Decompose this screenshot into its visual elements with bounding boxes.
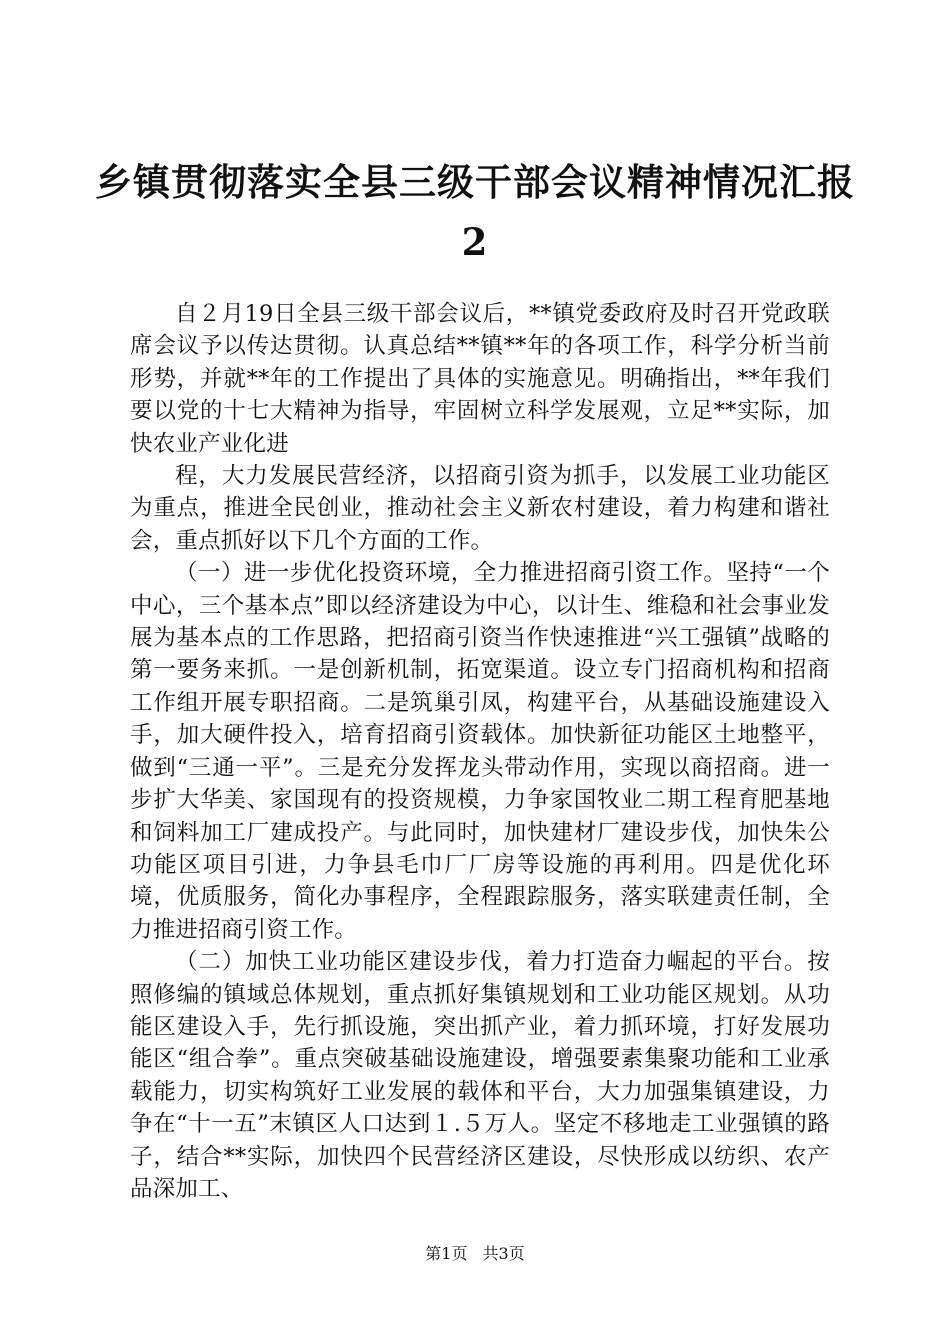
page-footer: [0, 1244, 950, 1264]
document-title-number: 2: [461, 220, 489, 264]
document-body: [130, 298, 830, 1205]
paragraph-intro: 自２月19日全县三级干部会议后，**镇党委政府及时召开党政联席会议予以传达贯彻。认真总结**镇**年的各项工作，科学分析当前形势，并就**年的工作提出了具体的实施意见。明确指出，**年我们要以党的十七大精神为指导，牢固树立科学发展观，立足**实际，加快农业产业化进: [130, 301, 830, 457]
paragraph-continuation: 程，大力发展民营经济，以招商引资为抓手，以发展工业功能区为重点，推进全民创业，推动社会主义新农村建设，着力构建和谐社会，重点抓好以下几个方面的工作。: [130, 463, 830, 554]
paragraph-section-1: （一）进一步优化投资环境，全力推进招商引资工作。坚持“一个中心，三个基本点”即以经济建设为中心，以计生、维稳和社会事业发展为基本点的工作思路，把招商引资当作快速推进“兴工强镇”战略的第一要务来抓。一是创新机制，拓宽渠道。设立专门招商机构和招商工作组开展专职招商。二是筑巢引凤，构建平台，从基础设施建设入手，加大硬件投入，培育招商引资载体。加快新征功能区土地整平，做到“三通一平”。三是充分发挥龙头带动作用，实现以商招商。进一步扩大华美、家国现有的投资规模，力争家国牧业二期工程育肥基地和饲料加工厂建成投产。与此同时，加快建材厂建设步伐，加快朱公功能区项目引进，力争县毛巾厂厂房等设施的再利用。四是优化环境，优质服务，简化办事程序，全程跟踪服务，落实联建责任制，全力推进招商引资工作。: [130, 560, 830, 943]
document-title: 乡镇贯彻落实全县三级干部会议精神情况汇报: [95, 160, 855, 204]
paragraph-section-2: （二）加快工业功能区建设步伐，着力打造奋力崛起的平台。按照修编的镇域总体规划，重点抓好集镇规划和工业功能区规划。从功能区建设入手，先行抓设施，突出抓产业，着力抓环境，打好发展功能区“组合拳”。重点突破基础设施建设，增强要素集聚功能和工业承载能力，切实构筑好工业发展的载体和平台，大力加强集镇建设，力争在“十一五”末镇区人口达到１.５万人。坚定不移地走工业强镇的路子，结合**实际，加快四个民营经济区建设，尽快形成以纺织、农产品深加工、: [130, 949, 830, 1202]
page-total: 共3页: [482, 1244, 525, 1263]
page-number: 第1页: [425, 1244, 468, 1263]
